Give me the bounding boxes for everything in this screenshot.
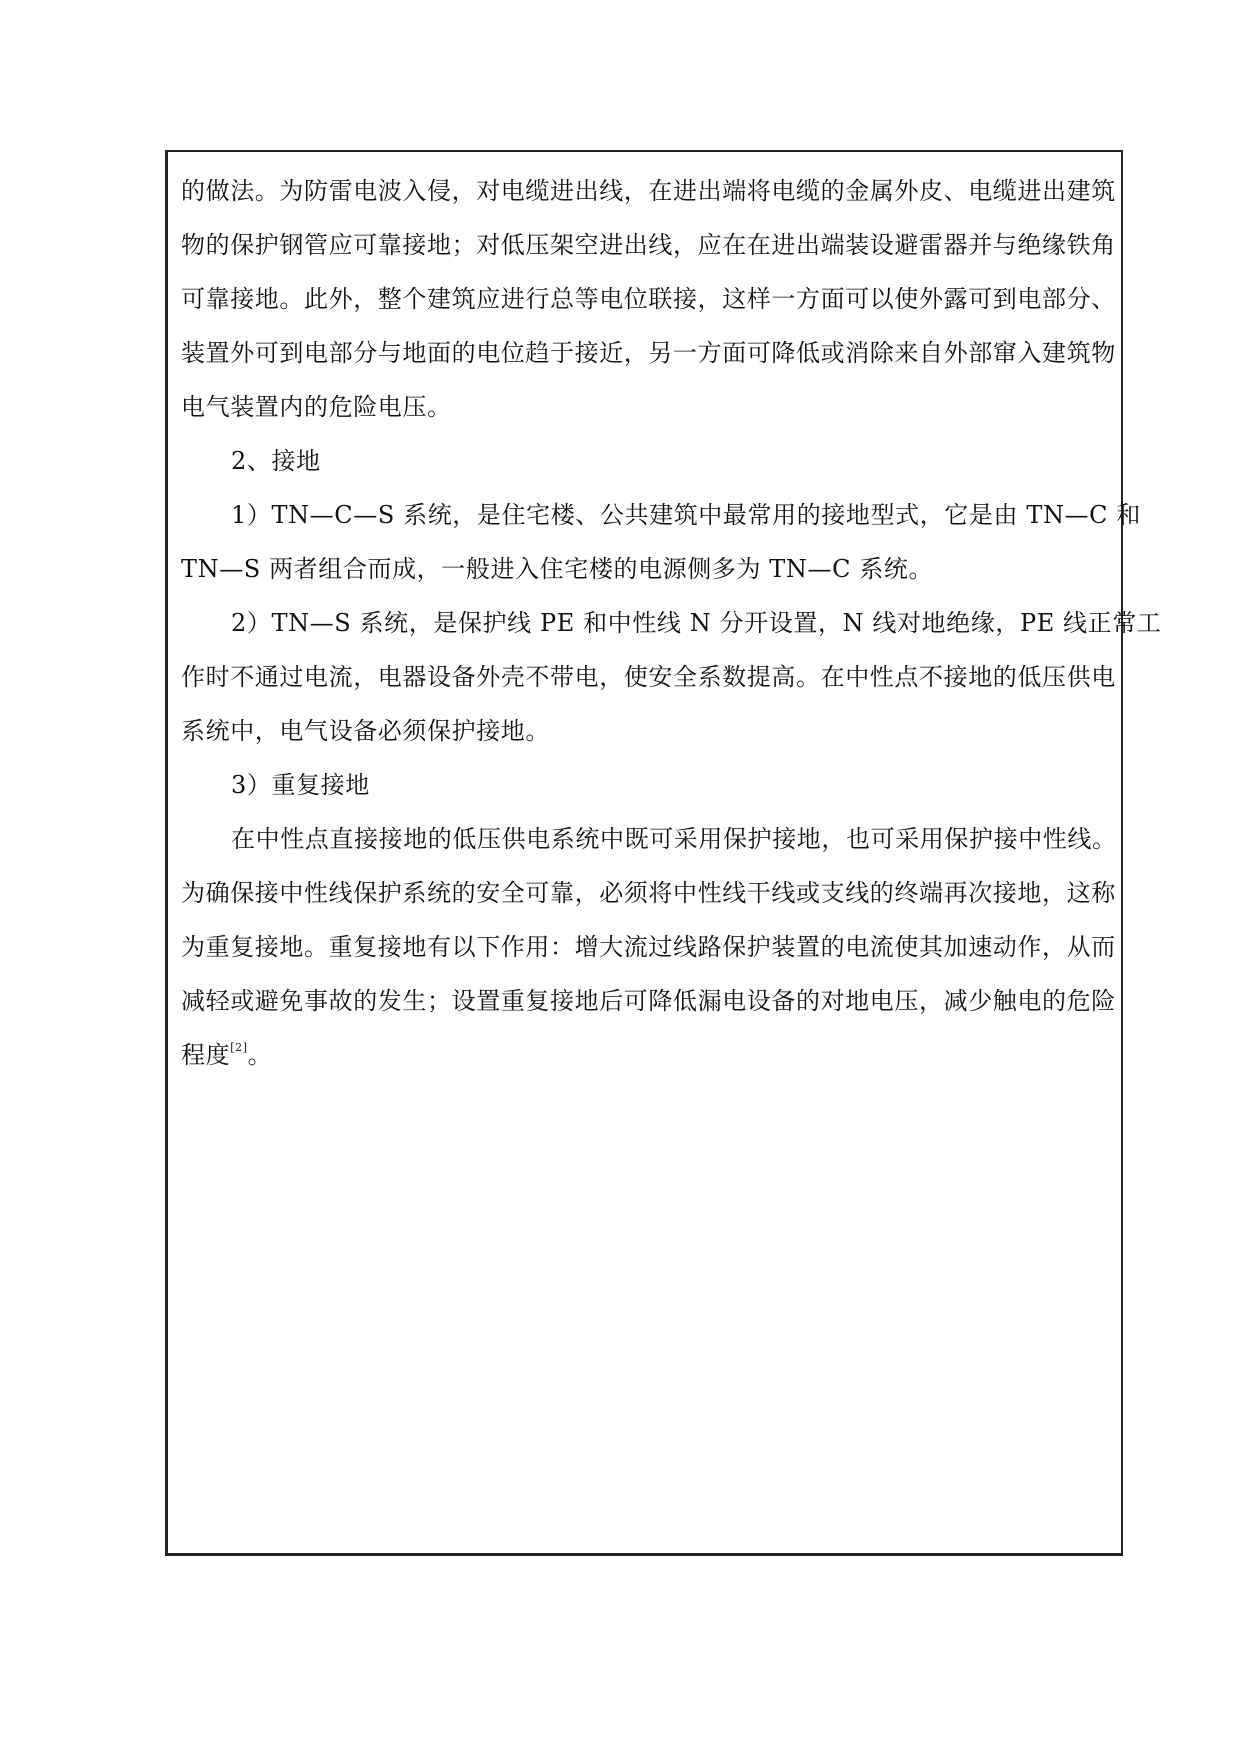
text-line-13: 在中性点直接接地的低压供电系统中既可采用保护接地，也可采用保护接中性线。: [231, 825, 1117, 853]
text-line-5: 电气装置内的危险电压。: [181, 393, 452, 421]
text-line-1: 的做法。为防雷电波入侵，对电缆进出线，在进出端将电缆的金属外皮、电缆进出建筑: [181, 177, 1116, 205]
text-line-16: 减轻或避免事故的发生；设置重复接地后可降低漏电设备的对地电压，减少触电的危险: [181, 987, 1116, 1015]
document-frame: [165, 150, 1162, 1556]
text-line-10: 作时不通过电流，电器设备外壳不带电，使安全系数提高。在中性点不接地的低压供电: [181, 663, 1116, 691]
text-line-17: [181, 1028, 1115, 1082]
document-body: [181, 164, 1162, 1082]
section-heading-grounding: 2、接地: [231, 447, 321, 475]
text-line-3: 可靠接地。此外，整个建筑应进行总等电位联接，这样一方面可以使外露可到电部分、: [181, 285, 1116, 313]
text-line-8: TN—S 两者组合而成，一般进入住宅楼的电源侧多为 TN—C 系统。: [181, 555, 934, 583]
text-line-15: 为重复接地。重复接地有以下作用：增大流过线路保护装置的电流使其加速动作，从而: [181, 933, 1116, 961]
text-line-4: 装置外可到电部分与地面的电位趋于接近，另一方面可降低或消除来自外部窜入建筑物: [181, 339, 1116, 367]
text-line-11: 系统中，电气设备必须保护接地。: [181, 717, 550, 745]
text-line-7: 1）TN—C—S 系统，是住宅楼、公共建筑中最常用的接地型式，它是由 TN—C 和: [231, 501, 1141, 529]
citation-ref: [2]: [230, 1041, 248, 1054]
subheading-repeat-grounding: 3）重复接地: [231, 771, 370, 799]
text-line-9: 2）TN—S 系统，是保护线 PE 和中性线 N 分开设置，N 线对地绝缘，PE 线正常工: [231, 609, 1162, 637]
text-line-14: 为确保接中性线保护系统的安全可靠，必须将中性线干线或支线的终端再次接地，这称: [181, 879, 1116, 907]
text-line-17-text: 程度: [181, 1041, 231, 1069]
final-punctuation: 。: [247, 1041, 273, 1069]
text-line-2: 物的保护钢管应可靠接地；对低压架空进出线，应在在进出端装设避雷器并与绝缘铁角: [181, 231, 1116, 259]
